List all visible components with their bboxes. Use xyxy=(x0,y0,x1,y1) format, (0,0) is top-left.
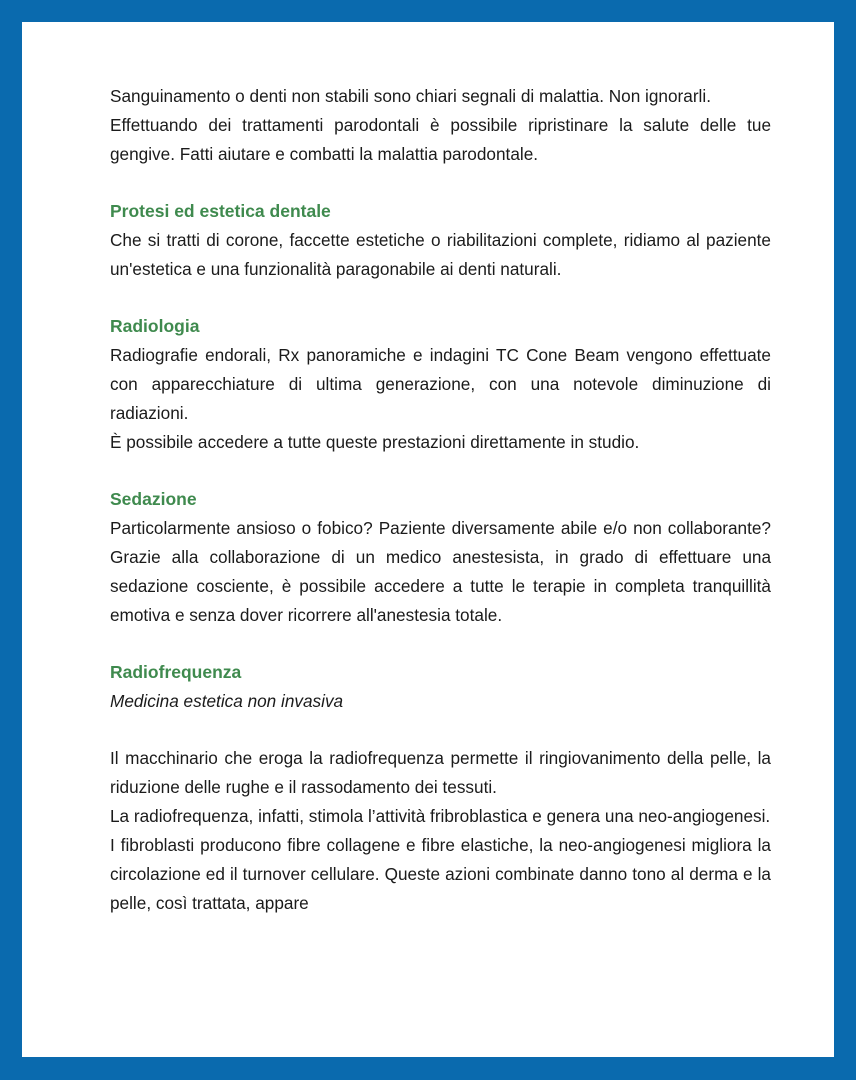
section-heading-radiologia: Radiologia xyxy=(110,316,200,336)
section-paragraph: La radiofrequenza, infatti, stimola l’attività fribroblastica e genera una neo-angiogenesi. xyxy=(110,806,771,826)
page-panel xyxy=(22,22,834,1057)
section-paragraph: È possibile accedere a tutte queste prestazioni direttamente in studio. xyxy=(110,432,640,452)
section-heading-sedazione: Sedazione xyxy=(110,489,197,509)
section-paragraph: Che si tratti di corone, faccette estetiche o riabilitazioni complete, ridiamo al paziente un'estetica e una funzionalità paragonabile ai denti naturali. xyxy=(110,230,771,279)
section-paragraph: I fibroblasti producono fibre collagene e fibre elastiche, la neo-angiogenesi migliora la circolazione ed il turnover cellulare. Queste azioni combinate danno tono al derma e la pelle, così trattata, appare xyxy=(110,835,771,913)
text-column xyxy=(110,82,771,918)
section-heading-protesi: Protesi ed estetica dentale xyxy=(110,201,331,221)
section-paragraph: Il macchinario che eroga la radiofrequenza permette il ringiovanimento della pelle, la riduzione delle rughe e il rassodamento dei tessuti. xyxy=(110,748,771,797)
intro-paragraph: Sanguinamento o denti non stabili sono chiari segnali di malattia. Non ignorarli. xyxy=(110,86,711,106)
section-heading-radiofrequenza: Radiofrequenza xyxy=(110,662,242,682)
section-paragraph: Radiografie endorali, Rx panoramiche e indagini TC Cone Beam vengono effettuate con apparecchiature di ultima generazione, con una notevole diminuzione di radiazioni. xyxy=(110,345,771,423)
intro-paragraph: Effettuando dei trattamenti parodontali è possibile ripristinare la salute delle tue gengive. Fatti aiutare e combatti la malattia parodontale. xyxy=(110,115,771,164)
section-subtitle: Medicina estetica non invasiva xyxy=(110,691,344,711)
section-paragraph: Particolarmente ansioso o fobico? Paziente diversamente abile e/o non collaborante? Grazie alla collaborazione di un medico anestesista, in grado di effettuare una sedazione cosciente, è possibile accedere a tutte le terapie in completa tranquillità emotiva e senza dover ricorrere all'anestesia totale. xyxy=(110,518,771,625)
